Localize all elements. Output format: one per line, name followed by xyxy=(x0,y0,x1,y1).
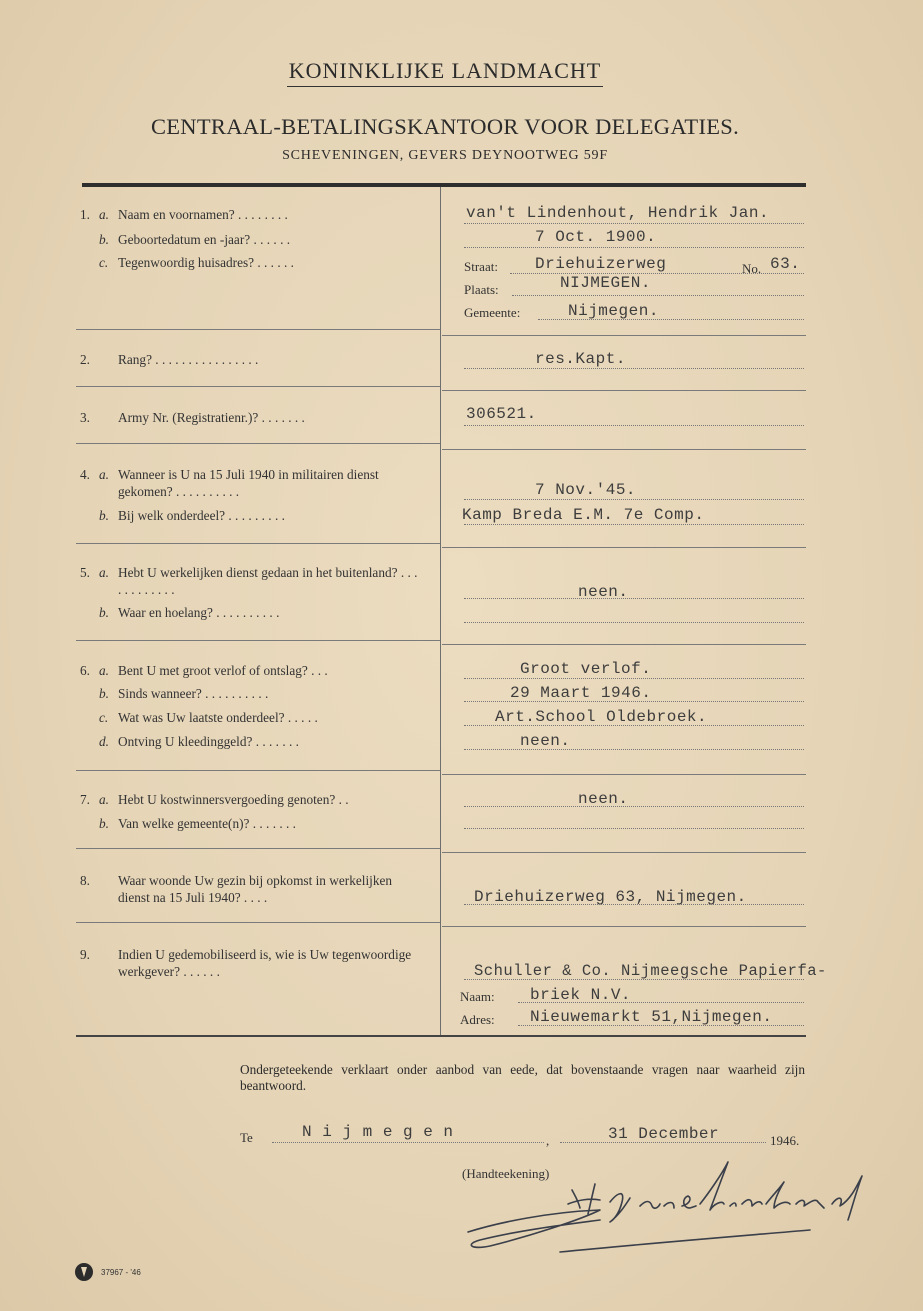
q8-text: Waar woonde Uw gezin bij opkomst in werkelijken dienst na 15 Juli 1940? . . . . xyxy=(118,873,393,905)
q5a-letter: a. xyxy=(99,565,109,580)
q5-number: 5. xyxy=(80,565,90,580)
divider xyxy=(76,386,440,387)
dotted-line xyxy=(464,368,804,369)
answer-employer-address: Nieuwemarkt 51,Nijmegen. xyxy=(530,1008,773,1026)
divider xyxy=(442,774,806,775)
q3-number: 3. xyxy=(80,410,90,425)
dotted-line xyxy=(464,749,804,750)
q4b-letter: b. xyxy=(99,508,109,523)
q6-number: 6. xyxy=(80,663,90,678)
dotted-line xyxy=(464,622,804,623)
q5b-text: Waar en hoelang? . . . . . . . . . . xyxy=(118,605,280,620)
q8-number: 8. xyxy=(80,873,90,888)
q7a-text: Hebt U kostwinnersvergoeding genoten? . . xyxy=(118,792,349,807)
answer-since: 29 Maart 1946. xyxy=(510,684,652,702)
dotted-line xyxy=(464,828,804,829)
answer-employer: Schuller & Co. Nijmeegsche Papierfa- xyxy=(474,962,827,980)
label-te: Te xyxy=(240,1130,253,1145)
q1b-letter: b. xyxy=(99,232,109,247)
dotted-line xyxy=(464,499,804,500)
dotted-line xyxy=(512,295,804,296)
divider xyxy=(442,926,806,927)
answer-abroad: neen. xyxy=(578,583,629,601)
answer-street: Driehuizerweg xyxy=(535,255,667,273)
q5b-letter: b. xyxy=(99,605,109,620)
dotted-line xyxy=(272,1142,544,1143)
dotted-line xyxy=(464,598,804,599)
sign-place: N i j m e g e n xyxy=(302,1123,454,1141)
dotted-line xyxy=(464,425,804,426)
q4b-text: Bij welk onderdeel? . . . . . . . . . xyxy=(118,508,285,523)
q7b-text: Van welke gemeente(n)? . . . . . . . xyxy=(118,816,296,831)
q6d-text: Ontving U kleedinggeld? . . . . . . . xyxy=(118,734,299,749)
label-straat: Straat: xyxy=(464,259,498,274)
q3-text: Army Nr. (Registratienr.)? . . . . . . . xyxy=(118,410,305,425)
divider xyxy=(442,390,806,391)
q2-text: Rang? . . . . . . . . . . . . . . . . xyxy=(118,352,259,367)
answer-birthdate: 7 Oct. 1900. xyxy=(535,228,657,246)
divider xyxy=(76,640,440,641)
q4a-text: Wanneer is U na 15 Juli 1940 in militairen dienst gekomen? . . . . . . . . . . xyxy=(118,467,379,499)
divider xyxy=(76,770,440,771)
label-plaats: Plaats: xyxy=(464,282,499,297)
handwritten-signature xyxy=(460,1160,880,1260)
dotted-line xyxy=(464,806,804,807)
divider xyxy=(442,449,806,450)
answer-house-no: 63. xyxy=(770,255,801,273)
divider xyxy=(76,543,440,544)
printer-logo-icon xyxy=(74,1262,94,1282)
dotted-line xyxy=(464,223,804,224)
table-bottom-rule xyxy=(76,1035,806,1037)
column-divider xyxy=(440,187,441,1036)
header-subtitle: CENTRAAL-BETALINGSKANTOOR VOOR DELEGATIES. xyxy=(150,114,740,139)
header-rule xyxy=(82,183,806,187)
dotted-line xyxy=(464,701,804,702)
answer-name: van't Lindenhout, Hendrik Jan. xyxy=(466,204,770,222)
q6a-text: Bent U met groot verlof of ontslag? . . . xyxy=(118,663,328,678)
q6b-text: Sinds wanneer? . . . . . . . . . . xyxy=(118,686,269,701)
q2-number: 2. xyxy=(80,352,90,367)
dotted-line xyxy=(518,1002,804,1003)
label-handteekening: (Handteekening) xyxy=(462,1166,550,1181)
header-title: KONINKLIJKE LANDMACHT xyxy=(0,58,890,84)
q4a-letter: a. xyxy=(99,467,109,482)
divider xyxy=(442,335,806,336)
answer-rank: res.Kapt. xyxy=(535,350,626,368)
divider xyxy=(76,329,440,330)
answer-clothing: neen. xyxy=(520,732,571,750)
divider xyxy=(442,852,806,853)
label-no: No. xyxy=(742,261,762,276)
q6a-letter: a. xyxy=(99,663,109,678)
dotted-line xyxy=(464,524,804,525)
dotted-line xyxy=(518,1025,804,1026)
q1c-text: Tegenwoordig huisadres? . . . . . . xyxy=(118,255,294,270)
divider xyxy=(442,644,806,645)
answer-army-nr: 306521. xyxy=(466,405,537,423)
answer-breadwinner: neen. xyxy=(578,790,629,808)
label-adres: Adres: xyxy=(460,1012,495,1027)
label-gemeente: Gemeente: xyxy=(464,305,521,320)
dotted-line xyxy=(464,247,804,248)
divider xyxy=(76,848,440,849)
print-code: 37967 - '46 xyxy=(101,1268,141,1277)
divider xyxy=(76,443,440,444)
answer-municipality: Nijmegen. xyxy=(568,302,659,320)
answer-leave: Groot verlof. xyxy=(520,660,652,678)
q6d-letter: d. xyxy=(99,734,109,749)
sign-year: 1946. xyxy=(770,1133,800,1148)
q6c-letter: c. xyxy=(99,710,109,725)
q9-text: Indien U gedemobiliseerd is, wie is Uw tegenwoordige werkgever? . . . . . . xyxy=(118,947,412,979)
sign-date: 31 December xyxy=(608,1125,720,1143)
q9-number: 9. xyxy=(80,947,90,962)
answer-last-unit: Art.School Oldebroek. xyxy=(495,708,708,726)
q6b-letter: b. xyxy=(99,686,109,701)
q7b-letter: b. xyxy=(99,816,109,831)
dotted-line xyxy=(464,725,804,726)
dotted-line xyxy=(464,904,804,905)
answer-family-address: Driehuizerweg 63, Nijmegen. xyxy=(474,888,747,906)
dotted-line xyxy=(510,273,804,274)
declaration-text: Ondergeteekende verklaart onder aanbod van eede, dat bovenstaande vragen naar waarheid zijn beantwoord. xyxy=(240,1062,805,1093)
comma: , xyxy=(546,1133,550,1148)
answer-service-date: 7 Nov.'45. xyxy=(535,481,637,499)
q7a-letter: a. xyxy=(99,792,109,807)
dotted-line xyxy=(560,1142,766,1143)
q1b-text: Geboortedatum en -jaar? . . . . . . xyxy=(118,232,291,247)
q1a-letter: a. xyxy=(99,207,109,222)
dotted-line xyxy=(538,319,804,320)
divider xyxy=(76,922,440,923)
dotted-line xyxy=(464,678,804,679)
q6c-text: Wat was Uw laatste onderdeel? . . . . . xyxy=(118,710,318,725)
answer-place: NIJMEGEN. xyxy=(560,274,651,292)
dotted-line xyxy=(464,979,804,980)
divider xyxy=(442,547,806,548)
q7-number: 7. xyxy=(80,792,90,807)
header-address: SCHEVENINGEN, GEVERS DEYNOOTWEG 59F xyxy=(282,148,608,163)
answer-employer-name: briek N.V. xyxy=(530,986,632,1004)
label-naam: Naam: xyxy=(460,989,495,1004)
answer-unit: Kamp Breda E.M. 7e Comp. xyxy=(462,506,705,524)
q1c-letter: c. xyxy=(99,255,109,270)
q1-number: 1. xyxy=(80,207,90,222)
q4-number: 4. xyxy=(80,467,90,482)
q5a-text: Hebt U werkelijken dienst gedaan in het buitenland? . . . . . . . . . . . . xyxy=(118,565,418,597)
q1a-text: Naam en voornamen? . . . . . . . . xyxy=(118,207,288,222)
